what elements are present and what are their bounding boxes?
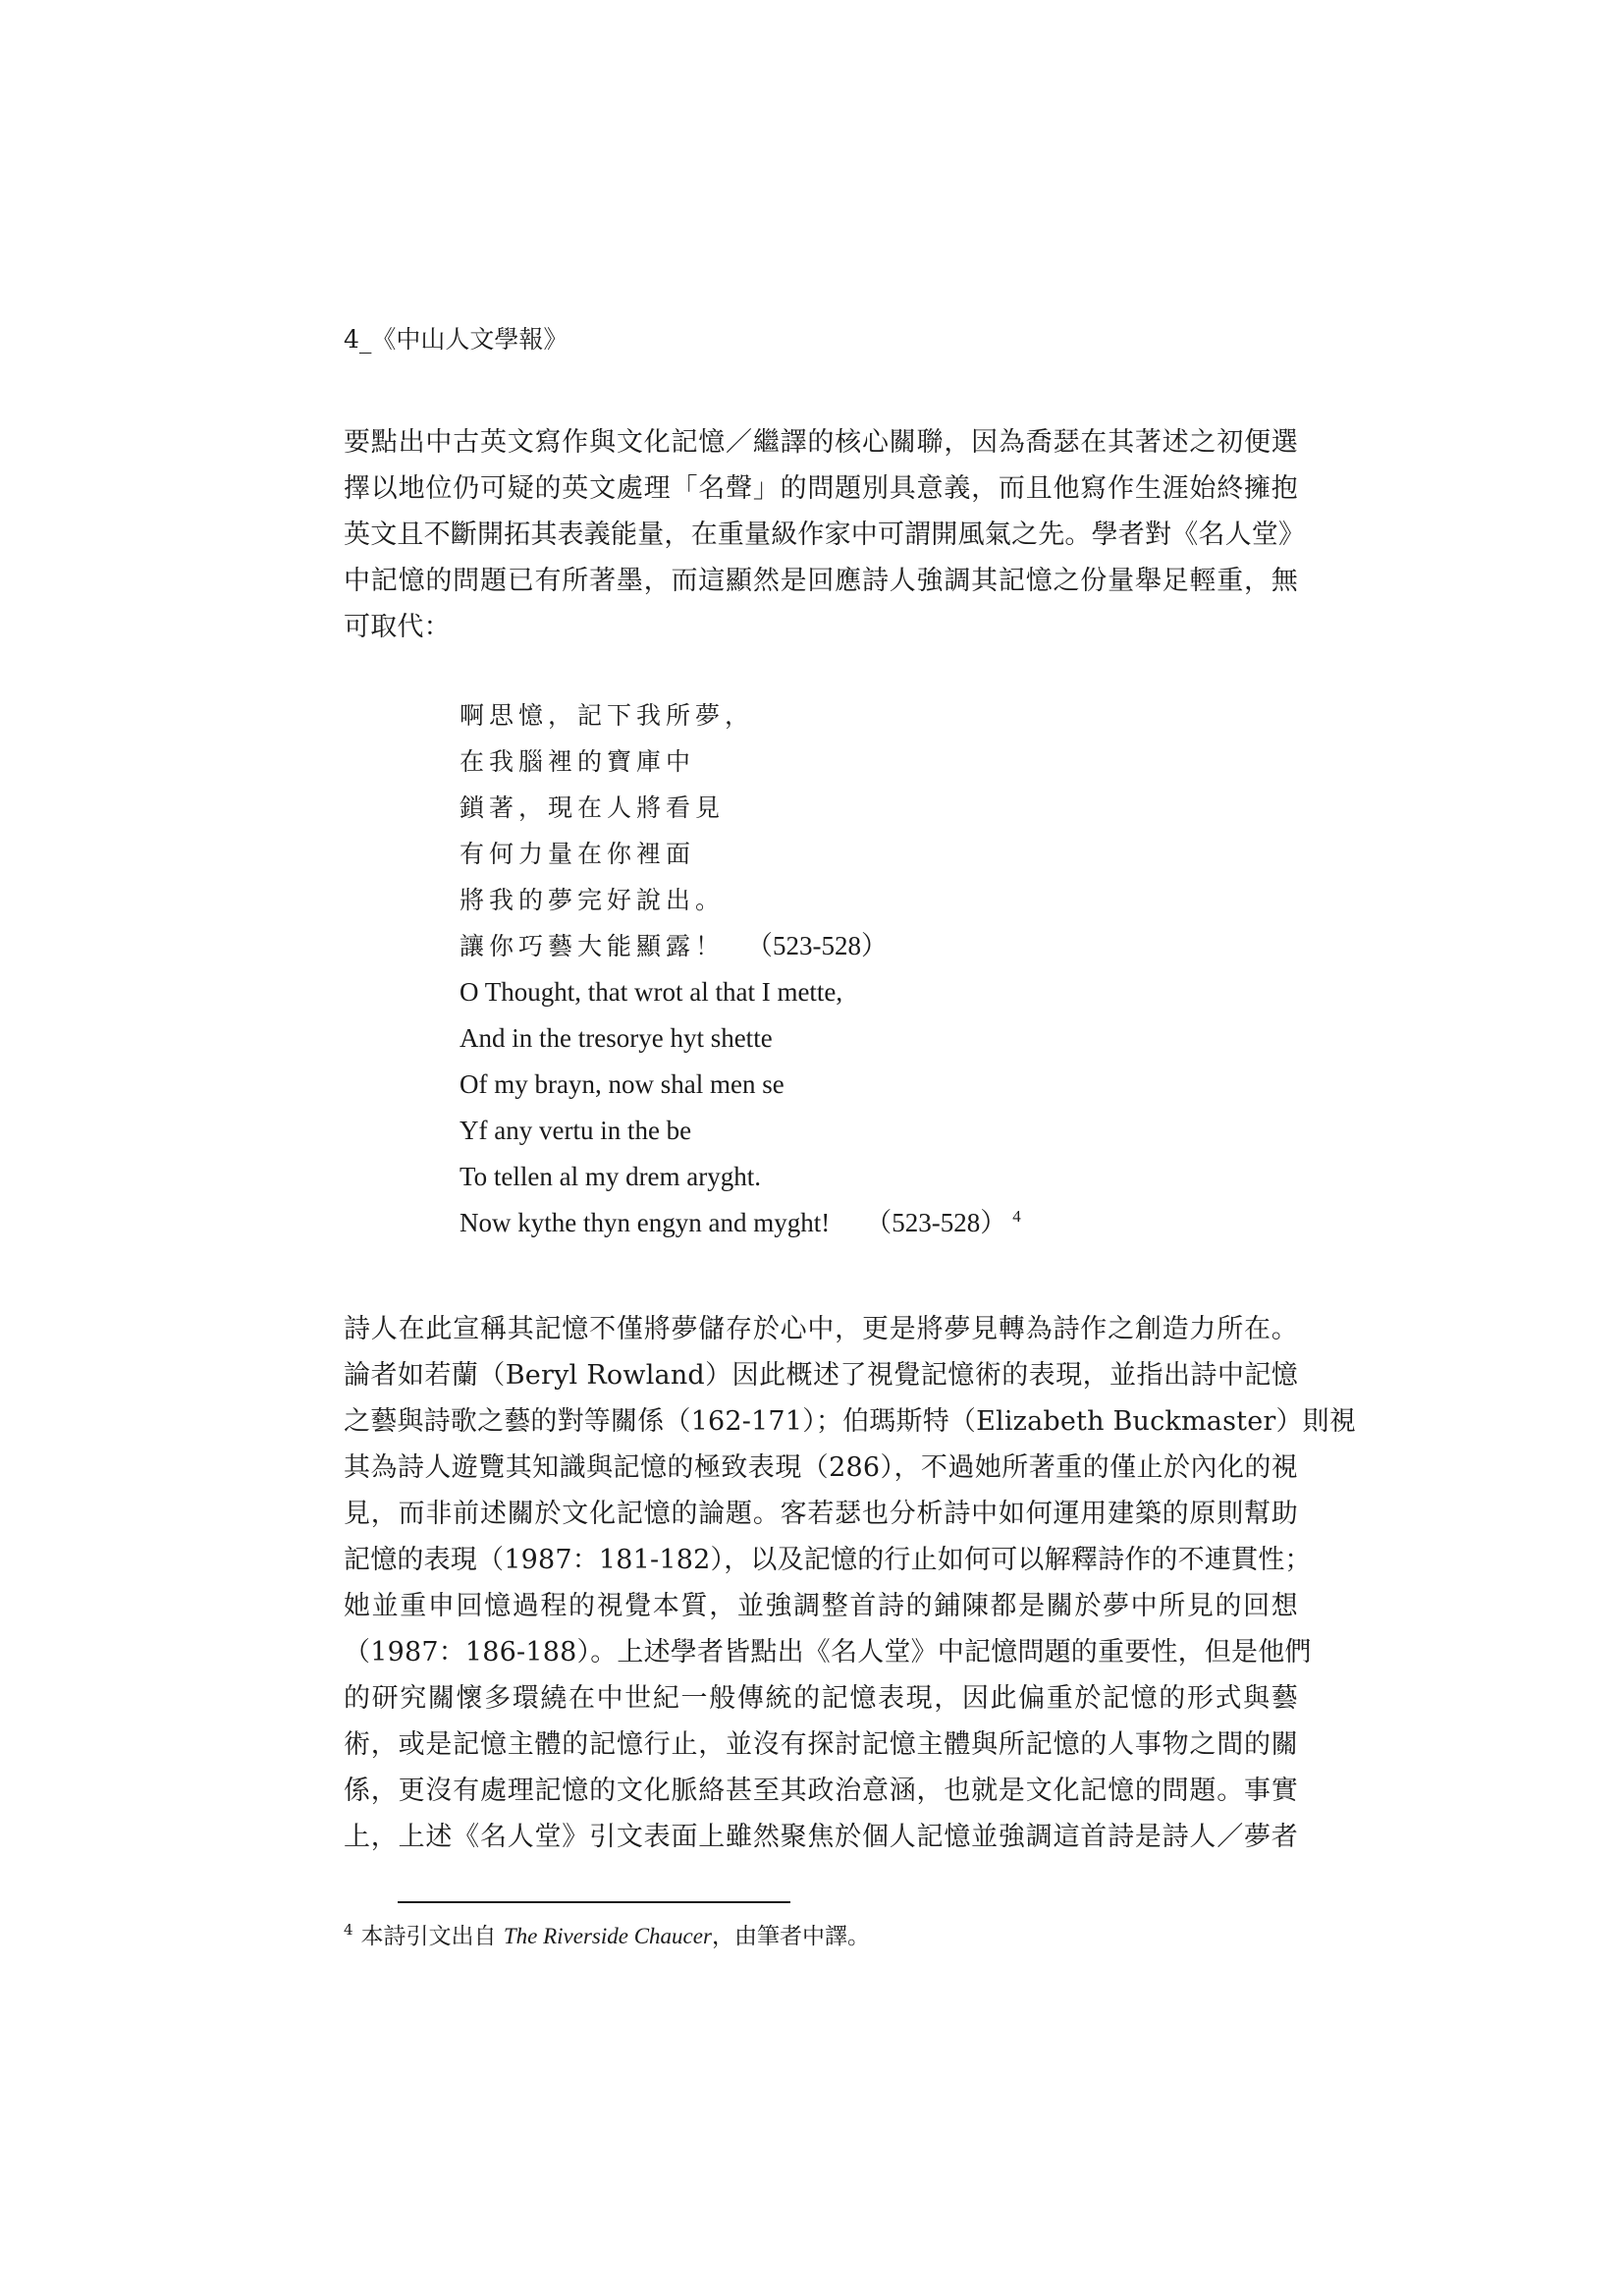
poem-line-en: O Thought, that wrot al that I mette, [460, 977, 843, 1007]
poem-line-zh: 啊思憶，記下我所夢， [460, 701, 755, 730]
poem-line-zh-last [460, 923, 1021, 969]
paragraph-line: 之藝與詩歌之藝的對等關係（162-171）；伯瑪斯特（Elizabeth Buckmaster）則視 [344, 1406, 1357, 1437]
paragraph-line: 她並重申回憶過程的視覺本質，並強調整首詩的鋪陳都是關於夢中所見的回想 [344, 1591, 1298, 1621]
poem-line-zh: 鎖著，現在人將看見 [460, 793, 726, 822]
paragraph-line: 可取代： [344, 612, 451, 642]
paragraph-line: 詩人在此宣稱其記憶不僅將夢儲存於心中，更是將夢見轉為詩作之創造力所在。 [344, 1314, 1298, 1344]
poem-block-quote [460, 692, 1021, 1246]
paragraph-line: 英文且不斷開拓其表義能量，在重量級作家中可謂開風氣之先。學者對《名人堂》 [344, 519, 1306, 550]
paragraph-line: 見，而非前述關於文化記憶的論題。客若瑟也分析詩中如何運用建築的原則幫助 [344, 1499, 1298, 1529]
paragraph-line: 要點出中古英文寫作與文化記憶／繼譯的核心關聯，因為喬瑟在其著述之初便選 [344, 427, 1298, 458]
footnote-marker[interactable]: 4 [1012, 1207, 1021, 1226]
line-citation: （523-528） [746, 931, 889, 960]
footnote-text-after: ，由筆者中譯。 [711, 1924, 870, 1949]
paragraph-line: 上，上述《名人堂》引文表面上雖然聚焦於個人記憶並強調這首詩是詩人／夢者 [344, 1822, 1298, 1852]
paragraph-line: 擇以地位仍可疑的英文處理「名聲」的問題別具意義，而且他寫作生涯始終擁抱 [344, 473, 1298, 504]
paragraph-line: 記憶的表現（1987：181-182），以及記憶的行止如何可以解釋詩作的不連貫性； [344, 1545, 1312, 1575]
footnote-cited-title: The Riverside Chaucer [503, 1924, 712, 1948]
footnote-number: 4 [344, 1921, 353, 1940]
body-paragraph-1 [344, 419, 1306, 650]
poem-line-en: Yf any vertu in the be [460, 1116, 692, 1145]
line-citation: （523-528） [865, 1208, 1007, 1237]
poem-line-en: And in the tresorye hyt shette [460, 1023, 773, 1053]
body-paragraph-2 [344, 1306, 1357, 1860]
paragraph-line: 係，更沒有處理記憶的文化脈絡甚至其政治意涵，也就是文化記憶的問題。事實 [344, 1776, 1298, 1806]
footnote-4 [344, 1922, 870, 1951]
poem-line-text: Now kythe thyn engyn and myght! [460, 1208, 831, 1237]
paragraph-line: 論者如若蘭（Beryl Rowland）因此概述了視覺記憶術的表現，並指出詩中記憶 [344, 1360, 1298, 1391]
poem-line-en-last [460, 1200, 1021, 1246]
paragraph-line: 的研究關懷多環繞在中世紀一般傳統的記憶表現，因此偏重於記憶的形式與藝 [344, 1683, 1298, 1714]
paragraph-line: 其為詩人遊覽其知識與記憶的極致表現（286），不過她所著重的僅止於內化的視 [344, 1452, 1298, 1483]
running-head: 4_《中山人文學報》 [344, 325, 568, 354]
poem-line-zh: 在我腦裡的寶庫中 [460, 747, 696, 776]
poem-line-en: To tellen al my drem aryght. [460, 1162, 762, 1191]
poem-line-zh: 將我的夢完好說出。 [460, 886, 726, 914]
poem-line-zh: 有何力量在你裡面 [460, 840, 696, 868]
poem-line-text: 讓你巧藝大能顯露！ [460, 932, 726, 960]
paragraph-line: 中記憶的問題已有所著墨，而這顯然是回應詩人強調其記憶之份量舉足輕重，無 [344, 566, 1298, 596]
paragraph-line: 術，或是記憶主體的記憶行止，並沒有探討記憶主體與所記憶的人事物之間的關 [344, 1729, 1298, 1760]
footnote-separator [398, 1901, 790, 1903]
footnote-text-before: 本詩引文出自 [360, 1924, 497, 1949]
paragraph-line: （1987：186-188）。上述學者皆點出《名人堂》中記憶問題的重要性，但是他們 [344, 1637, 1312, 1667]
poem-line-en: Of my brayn, now shal men se [460, 1069, 784, 1099]
